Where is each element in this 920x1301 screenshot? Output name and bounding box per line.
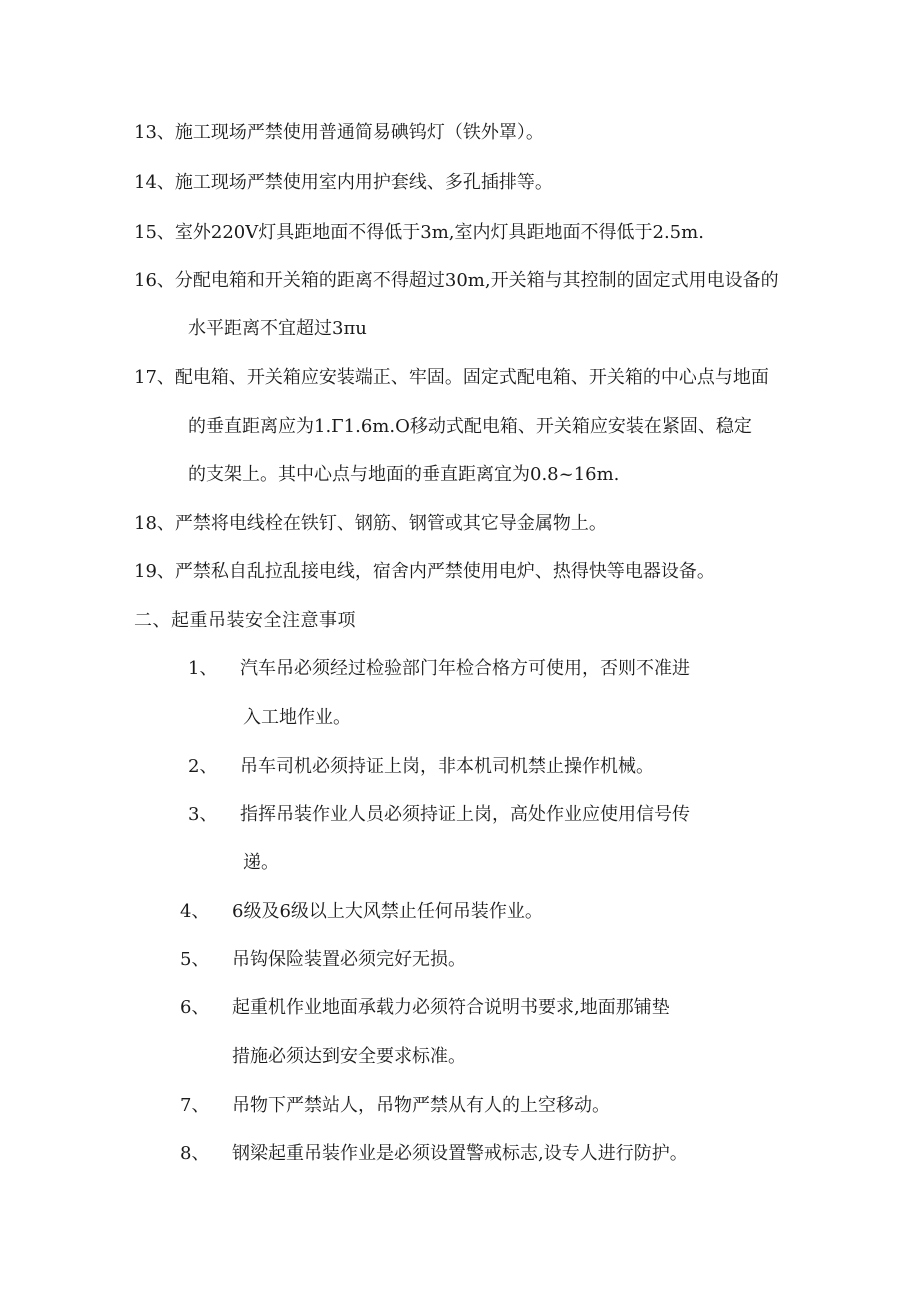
item-number: 15、 (134, 222, 175, 243)
item-16-continuation (188, 317, 367, 341)
item-number: 13、 (134, 122, 175, 143)
item-19 (134, 560, 715, 584)
item-number: 4、 (180, 901, 210, 922)
item-number: 5、 (180, 949, 210, 970)
item-number: 18、 (134, 513, 175, 534)
item-text: 汽车吊必须经过检验部门年检合格方可使用，否则不准进 (240, 658, 690, 679)
item-text: 施工现场严禁使用普通简易碘钨灯（铁外罩）。 (174, 122, 544, 143)
item-text: 措施必须达到安全要求标准。 (232, 1046, 466, 1067)
item-text: 分配电箱和开关箱的距离不得超过30m,开关箱与其控制的固定式用电设备的 (174, 270, 779, 291)
item-number: 19、 (134, 561, 175, 582)
item-text: 吊钩保险装置必须完好无损。 (232, 949, 466, 970)
item-text: 配电箱、开关箱应安装端正、牢固。固定式配电箱、开关箱的中心点与地面 (174, 367, 769, 388)
item-number: 6、 (180, 997, 210, 1018)
item-17 (134, 366, 769, 390)
item-text: 吊物下严禁站人，吊物严禁从有人的上空移动。 (232, 1095, 610, 1116)
item-text: 指挥吊装作业人员必须持证上岗，高处作业应使用信号传 (240, 804, 690, 825)
item-13 (134, 121, 544, 145)
crane-item-1 (188, 657, 690, 681)
crane-item-7 (180, 1094, 610, 1118)
crane-item-6 (180, 996, 670, 1020)
crane-item-5 (180, 948, 466, 972)
item-16 (134, 269, 779, 293)
item-text: 吊车司机必须持证上岗，非本机司机禁止操作机械。 (240, 756, 654, 777)
crane-item-2 (188, 755, 654, 779)
item-17-continuation-2 (188, 463, 619, 487)
item-number: 16、 (134, 270, 175, 291)
item-text: 室外220V灯具距地面不得低于3m,室内灯具距地面不得低于2.5m. (174, 222, 704, 243)
item-number: 2、 (188, 756, 218, 777)
item-number: 3、 (188, 804, 218, 825)
item-17-continuation-1 (188, 415, 752, 439)
item-text: 的垂直距离应为1.Γ1.6m.O移动式配电箱、开关箱应安装在紧固、稳定 (188, 416, 752, 437)
crane-item-6-continuation (232, 1045, 466, 1069)
crane-item-8 (180, 1142, 688, 1166)
crane-item-4 (180, 900, 543, 924)
item-number: 1、 (188, 658, 218, 679)
item-text: 严禁将电线栓在铁钉、钢筋、钢管或其它导金属物上。 (174, 513, 607, 534)
section-title: 二、起重吊装安全注意事项 (134, 610, 356, 631)
crane-item-1-continuation (243, 706, 351, 730)
item-18 (134, 512, 607, 536)
item-number: 17、 (134, 367, 175, 388)
item-14 (134, 171, 553, 195)
item-15 (134, 221, 704, 245)
item-text: 施工现场严禁使用室内用护套线、多孔插排等。 (174, 172, 553, 193)
item-text: 的支架上。其中心点与地面的垂直距离宜为0.8~16m. (188, 464, 620, 485)
item-number: 8、 (180, 1143, 210, 1164)
item-number: 14、 (134, 172, 175, 193)
item-text: 起重机作业地面承载力必须符合说明书要求,地面那铺垫 (232, 997, 670, 1018)
item-text: 递。 (243, 852, 279, 873)
item-text: 入工地作业。 (243, 707, 351, 728)
crane-item-3 (188, 803, 690, 827)
crane-item-3-continuation (243, 851, 279, 875)
item-text: 钢梁起重吊装作业是必须设置警戒标志,设专人进行防护。 (232, 1143, 688, 1164)
item-text: 严禁私自乱拉乱接电线，宿舍内严禁使用电炉、热得快等电器设备。 (174, 561, 715, 582)
item-number: 7、 (180, 1095, 210, 1116)
item-text: 水平距离不宜超过3πu (188, 318, 367, 339)
item-text: 6级及6级以上大风禁止任何吊装作业。 (232, 901, 543, 922)
